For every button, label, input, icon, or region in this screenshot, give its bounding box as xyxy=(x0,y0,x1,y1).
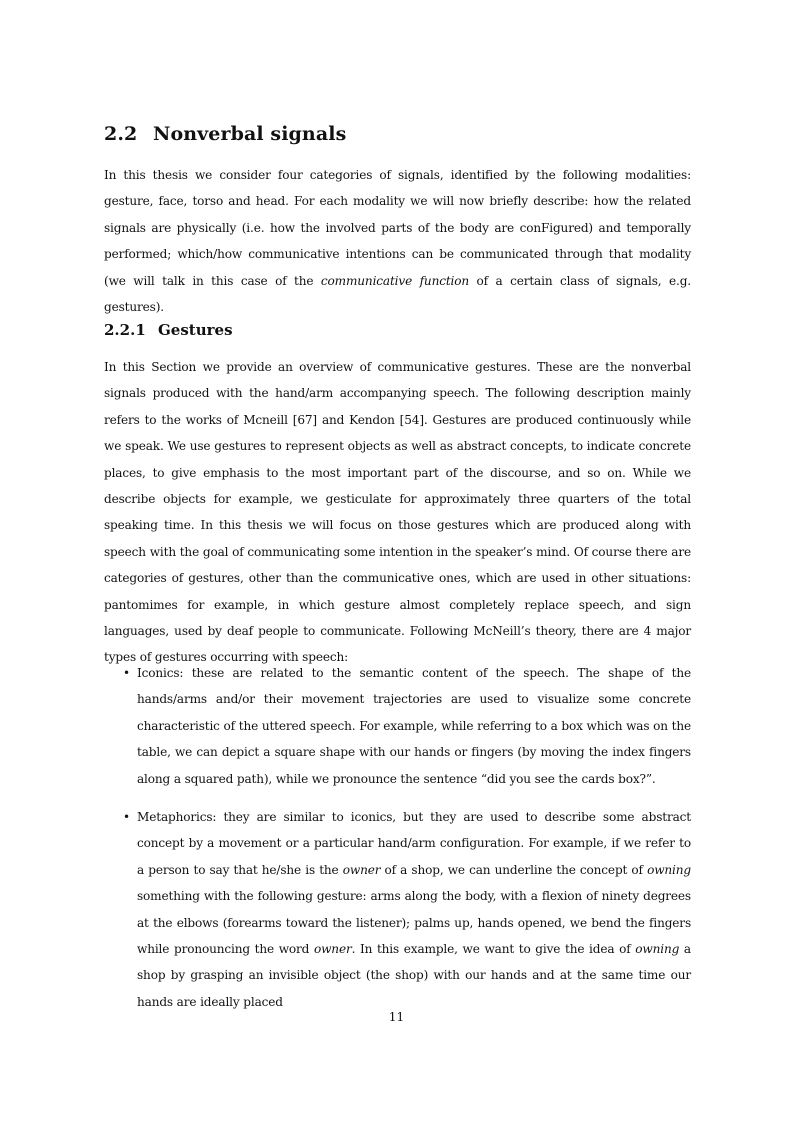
iconics-text: Iconics: these are related to the semantic content of the speech. The shape of the hands/arms and/or their movement trajectories are used to visualize some concrete characteristic of the uttered speech. For example, while referring to a box which was on the table, we can depict a square shape with our hands or fingers (by moving the index fingers along a squared path), while we pronounce the sentence “did you see the cards box?”. xyxy=(137,666,691,786)
metaphorics-text: Metaphorics: they are similar to iconics, but they are used to describe some abstract concept by a movement or a particular hand/arm configuration. For example, if we refer to a person to say that he/she is the xyxy=(137,810,691,877)
subsection-title: Gestures xyxy=(158,321,233,339)
bullet-icon: • xyxy=(123,810,130,825)
intro-text-end: of a certain class of signals, e.g. gestures). xyxy=(104,273,691,315)
list-item-iconics xyxy=(104,660,691,792)
metaphorics-text: something with the following gesture: arms along the body, with a flexion of ninety degrees at the elbows (forearms toward the listener); palms up, hands opened, we bend the fingers while pronouncing the word xyxy=(137,889,691,957)
intro-paragraph xyxy=(104,162,691,320)
metaphorics-emphasis: owner xyxy=(313,942,352,957)
page-number: 11 xyxy=(388,1010,405,1024)
section-number: 2.2 xyxy=(104,123,138,145)
gesture-types-list xyxy=(104,660,691,1027)
subsection-heading xyxy=(104,319,694,341)
subsection-number: 2.2.1 xyxy=(104,321,146,339)
metaphorics-emphasis: owner xyxy=(342,862,381,877)
bullet-icon: • xyxy=(123,666,130,680)
section-title: Nonverbal signals xyxy=(153,123,347,145)
gestures-paragraph: In this Section we provide an overview of communicative gestures. These are the nonverbal signals produced with the hand/arm accompanying speech. The following description mainly refers to the works of Mcneill [67] and Kendon [54]. Gestures are produced continuously while we speak. We use gestures to represent objects as well as abstract concepts, to indicate concrete places, to give emphasis to the most important part of the discourse, and so on. While we describe objects for example, we gesticulate for approximately three quarters of the total speaking time. In this thesis we will focus on those gestures which are produced along with speech with the goal of communicating some intention in the speaker’s mind. Of course there are categories of gestures, other than the communicative ones, which are used in other situations: pantomimes for example, in which gesture almost completely replace speech, and sign languages, used by deaf people to communicate. Following McNeill’s theory, there are 4 major types of gestures occurring with speech: xyxy=(104,360,691,665)
intro-emphasis: communicative function xyxy=(320,273,470,288)
metaphorics-text: . In this example, we want to give the idea of xyxy=(351,942,636,957)
list-item-metaphorics xyxy=(104,804,691,1015)
metaphorics-text: a shop by grasping an invisible object (the shop) with our hands and at the same time our hands are ideally placed xyxy=(137,942,691,1009)
intro-text: In this thesis we consider four categories of signals, identified by the following modalities: gesture, face, torso and head. For each modality we will now briefly describe: how the related signals are physically (i.e. how the involved parts of the body are conFigured) and temporally performed; which/how communicative intentions can be communicated through that modality (we will talk in this case of the xyxy=(104,168,691,288)
metaphorics-emphasis: owning xyxy=(647,862,691,877)
metaphorics-text: of a shop, we can underline the concept of xyxy=(380,862,648,877)
section-heading xyxy=(104,120,694,148)
metaphorics-emphasis: owning xyxy=(635,942,680,957)
